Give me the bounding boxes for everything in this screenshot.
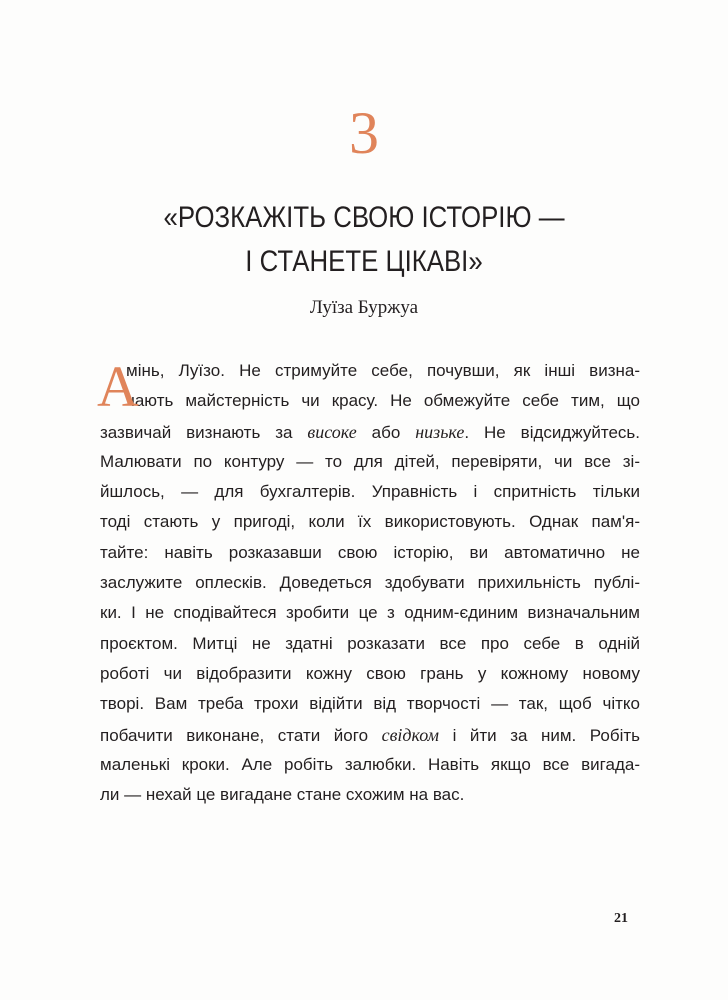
body-line-15: ли — нехай це вигадане стане схожим на вас. [100, 785, 465, 805]
chapter-title-line-1: «РОЗКАЖІТЬ СВОЮ ІСТОРІЮ — [163, 201, 565, 234]
page-number: 21 [614, 911, 628, 926]
chapter-number: 3 [349, 100, 379, 166]
body-line-10: проєктом. Митці не здатні розказати все про себе в одній [100, 633, 640, 653]
body-line-14: маленькі кроки. Але робіть залюбки. Навіть якщо все вигада- [100, 754, 640, 774]
body-line-13-part-1: побачити виконане, стати його [100, 725, 382, 745]
body-line-3 [100, 417, 640, 447]
chapter-title [51, 196, 677, 284]
body-line-4: Малювати по контуру — то для дітей, перевіряти, чи все зі- [100, 451, 640, 471]
body-line-7: тайте: навіть розказавши свою історію, ви автоматично не [100, 542, 640, 562]
body-line-3-part-2: або [356, 422, 416, 442]
body-text [97, 354, 641, 810]
body-line-3-part-3: . Не відсиджуйтесь. [464, 422, 641, 442]
body-line-12: творі. Вам треба трохи відійти від творчості — так, щоб чітко [100, 694, 640, 714]
body-line-9: ки. І не сподівайтеся зробити це з одним-єдиним визначальним [100, 603, 640, 623]
emphasis-low: низьке [415, 421, 465, 442]
chapter-title-line-2: І СТАНЕТЕ ЦІКАВІ» [245, 245, 483, 278]
emphasis-high: високе [307, 421, 357, 442]
body-line-8: заслужите оплесків. Доведеться здобувати прихильність публі- [100, 573, 640, 593]
emphasis-witness: свідком [381, 724, 440, 745]
body-line-6: тоді стають у пригоді, коли їх використовують. Однак пам'я- [100, 512, 640, 532]
body-line-3-part-1: зазвичай визнають за [100, 422, 308, 442]
body-line-13 [100, 720, 640, 750]
body-line-5: йшлось, — для бухгалтерів. Управність і спритність тільки [100, 482, 640, 502]
body-line-11: роботі чи відобразити кожну свою грань у кожному новому [100, 663, 640, 683]
drop-cap: А [97, 354, 139, 419]
body-line-2: чають майстерність чи красу. Не обмежуйте себе тим, що [126, 391, 640, 411]
chapter-author: Луїза Буржуа [309, 297, 419, 318]
body-line-1: мінь, Луїзо. Не стримуйте себе, почувши, як інші визна- [126, 361, 640, 380]
body-line-13-part-2: і йти за ним. Робіть [439, 725, 641, 745]
